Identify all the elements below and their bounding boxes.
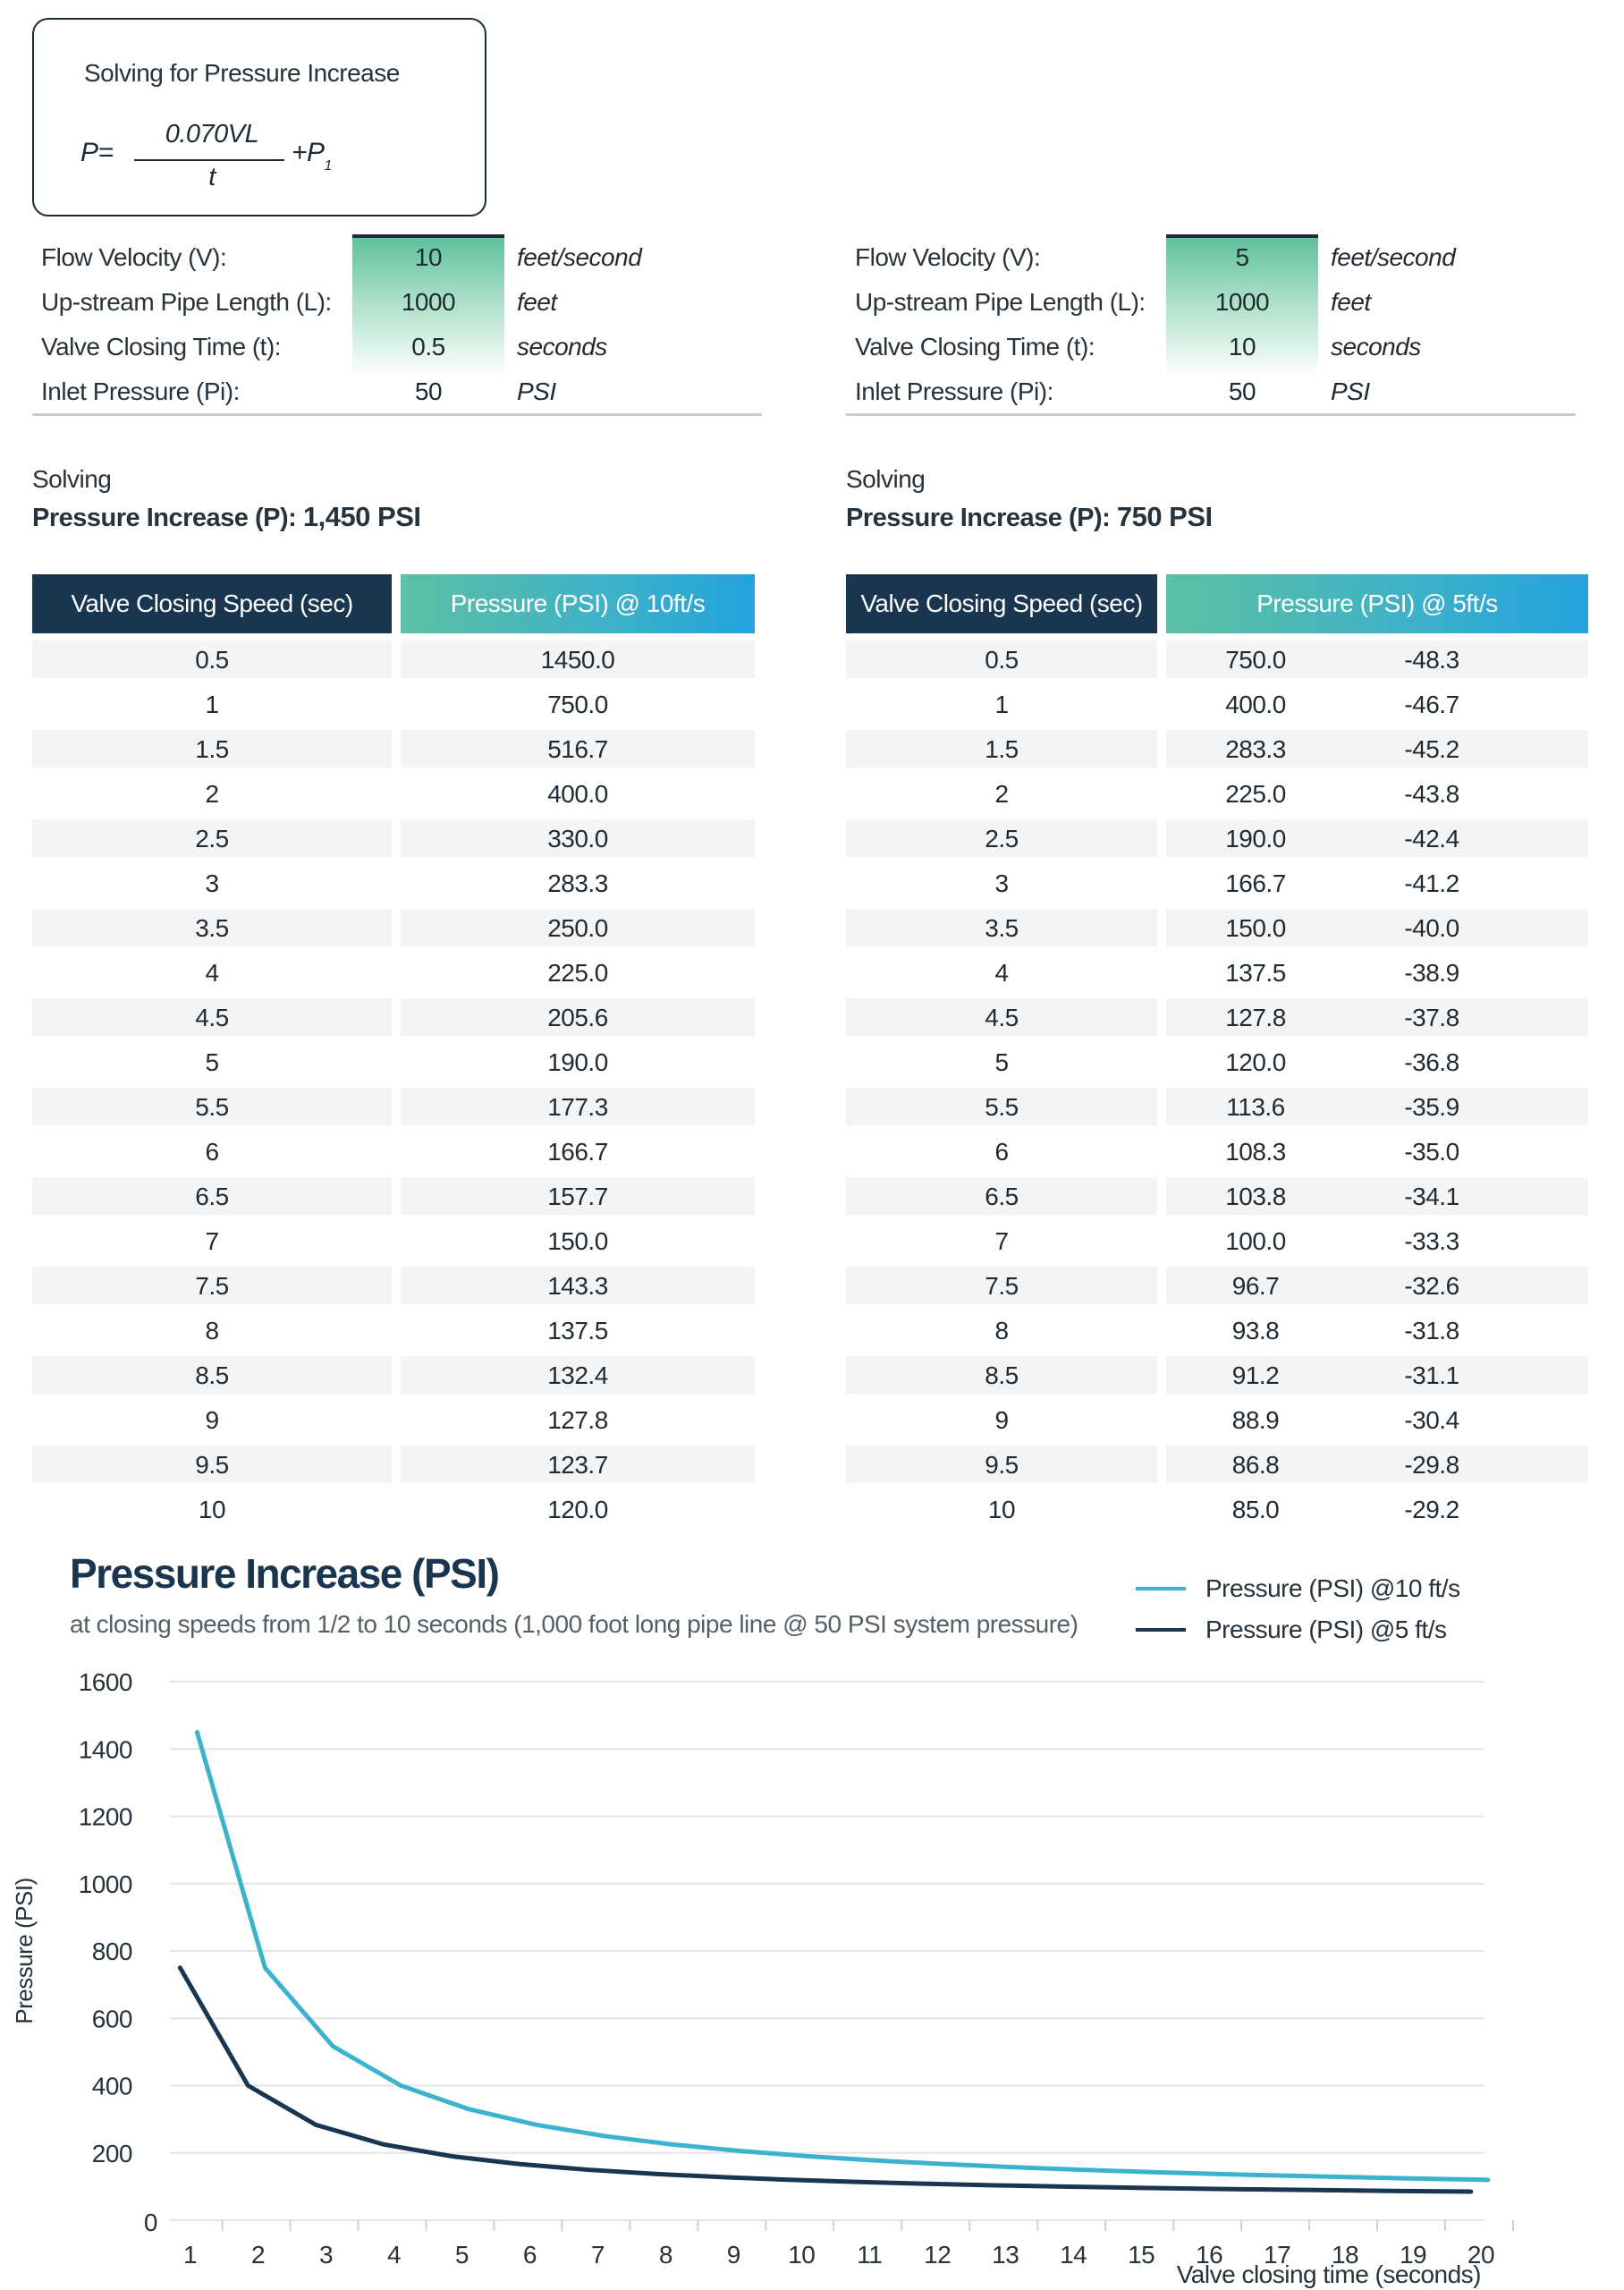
cell-speed: 7.5: [846, 1267, 1157, 1304]
cell-delta: -32.6: [1404, 1272, 1459, 1300]
cell-pressure: 400.0: [1225, 691, 1286, 718]
cell-speed: 2: [205, 780, 219, 808]
right-solving-label: Solving: [846, 465, 926, 493]
input-label: Inlet Pressure (Pi):: [41, 377, 240, 405]
y-tick-label: 1400: [78, 1735, 132, 1764]
formula-title: Solving for Pressure Increase: [84, 59, 400, 87]
cell-pressure: 330.0: [547, 825, 608, 852]
table-row: [846, 1356, 1588, 1394]
cell-speed: 7: [205, 1227, 219, 1255]
cell-speed: 1.5: [32, 730, 392, 768]
input-unit: feet/second: [517, 243, 642, 271]
left-pressure-table: [32, 574, 755, 1522]
cell-speed: 6.5: [32, 1177, 392, 1215]
input-row: [846, 279, 1579, 322]
cell-pressure: 96.7: [1231, 1272, 1280, 1300]
table-row: [846, 1401, 1588, 1438]
formula-box: [32, 18, 486, 216]
cell-speed: 2.5: [846, 819, 1157, 857]
x-tick-label: 4: [386, 2241, 402, 2269]
table-row: [32, 1267, 755, 1304]
cell-delta: -48.3: [1404, 646, 1459, 674]
x-tick-label: 6: [522, 2241, 537, 2269]
cell-pressure: 400.0: [547, 780, 608, 808]
x-tick-label: 8: [658, 2241, 672, 2269]
input-label: Valve Closing Time (t):: [855, 333, 1095, 360]
cell-delta: -29.2: [1404, 1496, 1459, 1523]
left-solving-result: Pressure Increase (P): 1,450 PSI: [32, 501, 421, 532]
cell-speed: 6: [994, 1138, 1009, 1166]
cell-pressure: 88.9: [1231, 1406, 1280, 1434]
y-tick-label: 1600: [78, 1668, 132, 1696]
table-row: [846, 1267, 1588, 1304]
table-row: [846, 730, 1588, 768]
right-pressure-table: [846, 574, 1588, 1522]
table-row: [846, 1088, 1588, 1125]
cell-speed: 6.5: [846, 1177, 1157, 1215]
cell-pressure: 190.0: [1225, 825, 1286, 852]
right-solving: [846, 465, 1213, 533]
table-header-pressure: Pressure (PSI) @ 5ft/s: [1166, 574, 1588, 633]
input-label: Valve Closing Time (t):: [41, 333, 282, 360]
cell-speed: 3.5: [32, 909, 392, 946]
table-row: [32, 640, 755, 678]
cell-speed: 5: [205, 1048, 219, 1076]
table-row: [32, 1177, 755, 1215]
cell-speed: 8.5: [32, 1356, 392, 1394]
input-value[interactable]: 1000: [401, 288, 456, 316]
input-label: Flow Velocity (V):: [855, 243, 1041, 271]
table-row: [32, 730, 755, 768]
cell-pressure: 100.0: [1225, 1227, 1286, 1255]
cell-speed: 1: [994, 691, 1009, 718]
cell-speed: 5: [994, 1048, 1009, 1076]
table-row: [32, 1132, 755, 1170]
cell-speed: 8: [994, 1317, 1009, 1344]
cell-speed: 3: [994, 869, 1009, 897]
x-tick-label: 15: [1128, 2241, 1155, 2269]
cell-pressure: 225.0: [547, 959, 608, 987]
x-tick-label: 18: [1331, 2241, 1359, 2269]
right-solving-result: Pressure Increase (P): 750 PSI: [846, 501, 1213, 532]
cell-delta: -31.1: [1404, 1361, 1459, 1389]
formula-numerator: 0.070VL: [165, 120, 259, 148]
cell-pressure: 250.0: [547, 914, 608, 942]
cell-pressure: 750.0: [1225, 646, 1286, 674]
cell-delta: -35.9: [1404, 1093, 1459, 1121]
legend-swatch-10fts: [1136, 1587, 1186, 1590]
cell-pressure: 205.6: [547, 1004, 608, 1031]
x-tick-label: 1: [183, 2241, 198, 2269]
cell-pressure: 516.7: [547, 735, 608, 763]
x-tick-label: 3: [318, 2241, 334, 2269]
cell-pressure: 85.0: [1231, 1496, 1280, 1523]
y-tick-label: 400: [91, 2072, 132, 2100]
cell-pressure: 177.3: [547, 1093, 608, 1121]
input-row: [846, 369, 1579, 411]
x-tick-label: 19: [1399, 2241, 1427, 2269]
left-result-value: 1,450 PSI: [302, 501, 421, 532]
table-header-speed: Valve Closing Speed (sec): [846, 574, 1157, 633]
cell-speed: 9.5: [846, 1446, 1157, 1483]
input-value[interactable]: 50: [1228, 377, 1256, 405]
cell-pressure: 157.7: [547, 1183, 608, 1210]
x-tick-label: 9: [726, 2241, 740, 2269]
cell-speed: 2.5: [32, 819, 392, 857]
x-tick-label: 16: [1196, 2241, 1223, 2269]
series-line-10fts: [197, 1732, 1487, 2179]
table-row: [846, 1222, 1588, 1260]
table-row: [846, 909, 1588, 946]
cell-speed: 2: [994, 780, 1009, 808]
cell-delta: -31.8: [1404, 1317, 1459, 1344]
table-row: [846, 775, 1588, 812]
y-tick-label: 800: [91, 1938, 132, 1965]
table-row: [846, 1311, 1588, 1349]
cell-pressure: 225.0: [1225, 780, 1286, 808]
table-row: [32, 1311, 755, 1349]
input-value[interactable]: 50: [414, 377, 443, 405]
cell-speed: 9.5: [32, 1446, 392, 1483]
input-value[interactable]: 10: [1228, 333, 1256, 360]
x-tick-label: 7: [590, 2241, 605, 2269]
cell-delta: -37.8: [1404, 1004, 1459, 1031]
table-row: [846, 998, 1588, 1036]
left-solving-label: Solving: [32, 465, 112, 493]
input-unit: seconds: [517, 333, 607, 360]
cell-speed: 5.5: [32, 1088, 392, 1125]
cell-delta: -46.7: [1404, 691, 1459, 718]
cell-pressure: 137.5: [1225, 959, 1286, 987]
cell-speed: 1.5: [846, 730, 1157, 768]
cell-pressure: 190.0: [547, 1048, 608, 1076]
cell-speed: 0.5: [32, 640, 392, 678]
table-row: [32, 819, 755, 857]
cell-speed: 8.5: [846, 1356, 1157, 1394]
cell-pressure: 283.3: [1225, 735, 1286, 763]
table-row: [846, 1490, 1588, 1528]
y-tick-label: 1200: [78, 1802, 132, 1831]
legend-item-10fts: [1136, 1574, 1460, 1603]
input-value[interactable]: 5: [1235, 243, 1249, 271]
cell-pressure: 91.2: [1231, 1361, 1280, 1389]
cell-speed: 4.5: [32, 998, 392, 1036]
cell-pressure: 750.0: [547, 691, 608, 718]
cell-pressure: 1450.0: [540, 646, 615, 674]
cell-pressure: 150.0: [547, 1227, 608, 1255]
table-row: [32, 998, 755, 1036]
table-row: [32, 1043, 755, 1081]
right-result-value: 750 PSI: [1116, 501, 1213, 532]
cell-delta: -41.2: [1404, 869, 1459, 897]
cell-delta: -30.4: [1404, 1406, 1459, 1434]
table-row: [846, 1132, 1588, 1170]
table-header-pressure: Pressure (PSI) @ 10ft/s: [401, 574, 755, 633]
table-row: [32, 1490, 755, 1528]
cell-delta: -29.8: [1404, 1451, 1459, 1479]
cell-pressure: 123.7: [547, 1451, 608, 1479]
cell-delta: -34.1: [1404, 1183, 1459, 1210]
cell-speed: 9: [205, 1406, 219, 1434]
table-row: [846, 640, 1588, 678]
y-tick-label: 200: [91, 2139, 132, 2167]
cell-pressure: 166.7: [547, 1138, 608, 1166]
cell-speed: 4.5: [846, 998, 1157, 1036]
cell-pressure: 166.7: [1225, 869, 1286, 897]
legend-swatch-5fts: [1136, 1628, 1186, 1632]
cell-delta: -36.8: [1404, 1048, 1459, 1076]
input-unit: feet: [1331, 288, 1371, 316]
cell-speed: 4: [205, 959, 219, 987]
cell-delta: -35.0: [1404, 1138, 1459, 1166]
cell-pressure: 137.5: [547, 1317, 608, 1344]
table-row: [32, 1401, 755, 1438]
cell-pressure: 127.8: [1225, 1004, 1286, 1031]
input-row: [32, 279, 765, 322]
input-row: [846, 324, 1579, 367]
table-row: [32, 1356, 755, 1394]
left-input-rule: [32, 413, 762, 416]
table-row: [32, 864, 755, 902]
x-axis-label: Valve closing time (seconds): [1176, 2260, 1481, 2288]
cell-delta: -42.4: [1404, 825, 1459, 852]
chart-title: Pressure Increase (PSI): [70, 1550, 499, 1597]
x-tick-label: 12: [924, 2241, 952, 2269]
input-value[interactable]: 10: [414, 243, 443, 271]
cell-pressure: 120.0: [547, 1496, 608, 1523]
cell-speed: 10: [987, 1496, 1016, 1523]
input-row: [32, 234, 765, 277]
legend-label-5fts: Pressure (PSI) @5 ft/s: [1205, 1616, 1447, 1643]
table-row: [32, 1088, 755, 1125]
formula-denominator: t: [208, 163, 216, 191]
input-value[interactable]: 1000: [1214, 288, 1270, 316]
cell-pressure: 103.8: [1225, 1183, 1286, 1210]
x-tick-label: 2: [251, 2241, 266, 2269]
input-label: Up-stream Pipe Length (L):: [855, 288, 1146, 316]
cell-pressure: 86.8: [1231, 1451, 1280, 1479]
cell-speed: 9: [994, 1406, 1009, 1434]
formula-lhs: P=: [80, 138, 114, 167]
cell-pressure: 108.3: [1225, 1138, 1286, 1166]
table-row: [32, 909, 755, 946]
input-unit: feet/second: [1331, 243, 1456, 271]
input-unit: feet: [517, 288, 557, 316]
formula-rhs: $+P_1$: [292, 138, 332, 174]
cell-speed: 5.5: [846, 1088, 1157, 1125]
input-unit: seconds: [1331, 333, 1421, 360]
cell-pressure: 143.3: [547, 1272, 608, 1300]
table-row: [32, 954, 755, 991]
left-inputs-panel: [32, 234, 765, 422]
chart-subtitle: at closing speeds from 1/2 to 10 seconds (1,000 foot long pipe line @ 50 PSI system pressure): [70, 1610, 1078, 1638]
cell-speed: 8: [205, 1317, 219, 1344]
cell-speed: 3: [205, 869, 219, 897]
cell-delta: -38.9: [1404, 959, 1459, 987]
x-tick-label: 20: [1467, 2241, 1495, 2269]
right-input-rule: [846, 413, 1576, 416]
cell-pressure: 113.6: [1226, 1093, 1285, 1121]
table-row: [846, 685, 1588, 723]
cell-speed: 4: [994, 959, 1009, 987]
legend-item-5fts: [1136, 1616, 1447, 1644]
cell-pressure: 150.0: [1225, 914, 1286, 942]
x-tick-label: 10: [788, 2241, 816, 2269]
y-tick-label: 600: [91, 2005, 132, 2033]
cell-delta: -40.0: [1404, 914, 1459, 942]
input-unit: PSI: [517, 377, 556, 405]
cell-delta: -33.3: [1404, 1227, 1459, 1255]
x-tick-label: 17: [1264, 2241, 1291, 2269]
cell-pressure: 283.3: [547, 869, 608, 897]
right-inputs-panel: [846, 234, 1579, 422]
left-solving: [32, 465, 421, 533]
y-tick-label: 0: [143, 2209, 157, 2236]
table-row: [846, 1177, 1588, 1215]
x-tick-label: 11: [857, 2241, 883, 2269]
legend-label-10fts: Pressure (PSI) @10 ft/s: [1205, 1574, 1460, 1602]
table-row: [846, 819, 1588, 857]
table-row: [846, 1446, 1588, 1483]
cell-speed: 6: [205, 1138, 219, 1166]
cell-pressure: 132.4: [547, 1361, 608, 1389]
input-unit: PSI: [1331, 377, 1370, 405]
cell-delta: -45.2: [1404, 735, 1459, 763]
y-tick-label: 1000: [78, 1870, 132, 1898]
table-row: [846, 864, 1588, 902]
table-row: [32, 775, 755, 812]
input-value[interactable]: 0.5: [411, 333, 445, 360]
input-row: [32, 324, 765, 367]
cell-speed: 7.5: [32, 1267, 392, 1304]
cell-pressure: 127.8: [547, 1406, 608, 1434]
table-header-speed: Valve Closing Speed (sec): [32, 574, 392, 633]
input-label: Flow Velocity (V):: [41, 243, 227, 271]
table-row: [32, 1222, 755, 1260]
cell-speed: 1: [205, 691, 219, 718]
input-label: Up-stream Pipe Length (L):: [41, 288, 332, 316]
cell-delta: -43.8: [1404, 780, 1459, 808]
input-row: [32, 369, 765, 411]
cell-pressure: 93.8: [1231, 1317, 1280, 1344]
table-row: [32, 1446, 755, 1483]
cell-speed: 10: [198, 1496, 226, 1523]
table-row: [846, 1043, 1588, 1081]
pressure-chart: [0, 1646, 1624, 2290]
formula-fraction-bar: [134, 159, 284, 161]
x-tick-label: 14: [1060, 2241, 1087, 2269]
cell-pressure: 120.0: [1225, 1048, 1286, 1076]
cell-speed: 7: [994, 1227, 1009, 1255]
x-tick-label: 13: [992, 2241, 1019, 2269]
cell-speed: 0.5: [846, 640, 1157, 678]
input-label: Inlet Pressure (Pi):: [855, 377, 1053, 405]
x-tick-label: 5: [454, 2241, 469, 2269]
cell-speed: 3.5: [846, 909, 1157, 946]
table-row: [846, 954, 1588, 991]
input-row: [846, 234, 1579, 277]
y-axis-label: Pressure (PSI): [11, 1878, 38, 2024]
table-row: [32, 685, 755, 723]
